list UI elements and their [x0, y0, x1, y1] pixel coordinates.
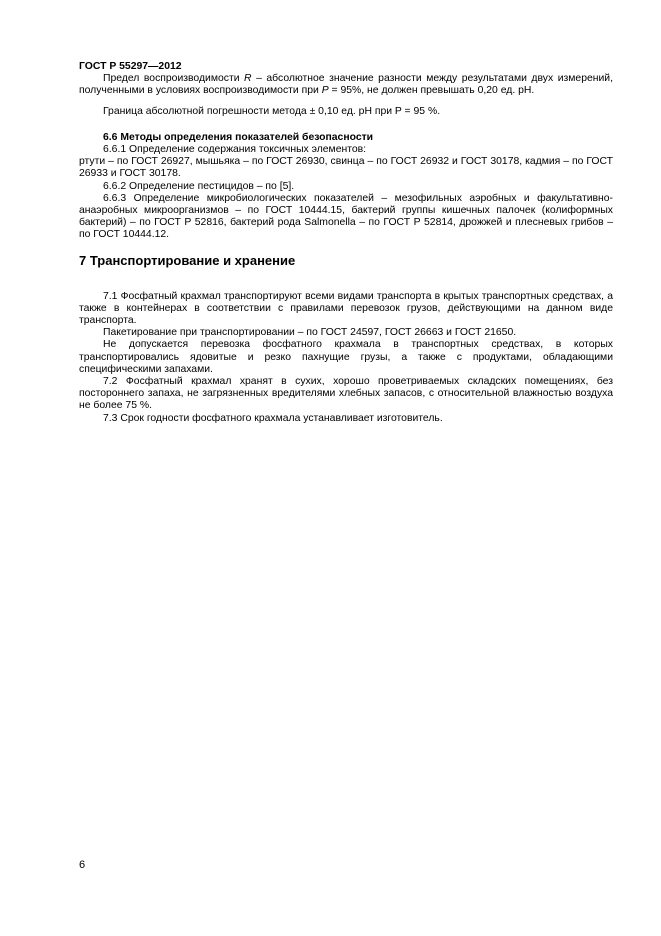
- paragraph-7-1: 7.1 Фосфатный крахмал транспортируют всеми видами транспорта в крытых транспортных средствах, а также в контейнерах в соответствии с правилами перевозок грузов, действующими на данном виде транспорта.: [79, 290, 613, 327]
- reproducibility-text-3: = 95%, не должен превышать 0,20 ед. pH.: [328, 85, 535, 97]
- paragraph-6-6-1-list: ртути – по ГОСТ 26927, мышьяка – по ГОСТ 26930, свинца – по ГОСТ 26932 и ГОСТ 30178, кадмия – по ГОСТ 26933 и ГОСТ 30178.: [79, 156, 613, 180]
- document-page: [79, 61, 613, 425]
- subsection-6-6-title: 6.6 Методы определения показателей безопасности: [103, 131, 374, 143]
- paragraph-6-6-3: 6.6.3 Определение микробиологических показателей – мезофильных аэробных и факультативно-анаэробных микроорганизмов – по ГОСТ 10444.15, бактерий группы кишечных палочек (колиформных бактерий) – по ГОСТ Р 52816, бактерий рода Salmonella – по ГОСТ Р 52814, дрожжей и плесневых грибов – по ГОСТ 10444.12.: [79, 192, 613, 241]
- section-7-title: 7 Транспортирование и хранение: [79, 252, 296, 268]
- packaging-paragraph: Пакетирование при транспортировании – по ГОСТ 24597, ГОСТ 26663 и ГОСТ 21650.: [103, 327, 517, 339]
- page-number: 6: [79, 859, 86, 871]
- not-allowed-paragraph: Не допускается перевозка фосфатного крахмала в транспортных средствах, в которых транспортировались ядовитые и резко пахнущие грузы, а также с продуктами, обладающими специфическими запахами.: [79, 339, 613, 375]
- error-limit-paragraph: Граница абсолютной погрешности метода ± 0,10 ед. pH при P = 95 %.: [103, 105, 441, 117]
- reproducibility-paragraph: [79, 73, 613, 97]
- standard-code-header: ГОСТ Р 55297—2012: [79, 61, 182, 72]
- paragraph-6-6-2: 6.6.2 Определение пестицидов – по [5].: [103, 180, 295, 192]
- reproducibility-text-1: Предел воспроизводимости: [103, 73, 245, 85]
- reproducibility-symbol-p: P: [321, 85, 329, 97]
- reproducibility-symbol-r: R: [244, 73, 252, 85]
- paragraph-7-3: 7.3 Срок годности фосфатного крахмала устанавливает изготовитель.: [103, 412, 443, 424]
- paragraph-7-2: 7.2 Фосфатный крахмал хранят в сухих, хорошо проветриваемых складских помещениях, без постороннего запаха, не загрязненных вредителями хлебных запасов, с относительной влажностью воздуха не более 75 %.: [79, 376, 613, 412]
- reproducibility-text-2: – абсолютное значение разности между результатами двух измерений, полученными в условиях воспроизводимости при: [79, 73, 613, 97]
- paragraph-6-6-1: 6.6.1 Определение содержания токсичных элементов:: [103, 144, 367, 156]
